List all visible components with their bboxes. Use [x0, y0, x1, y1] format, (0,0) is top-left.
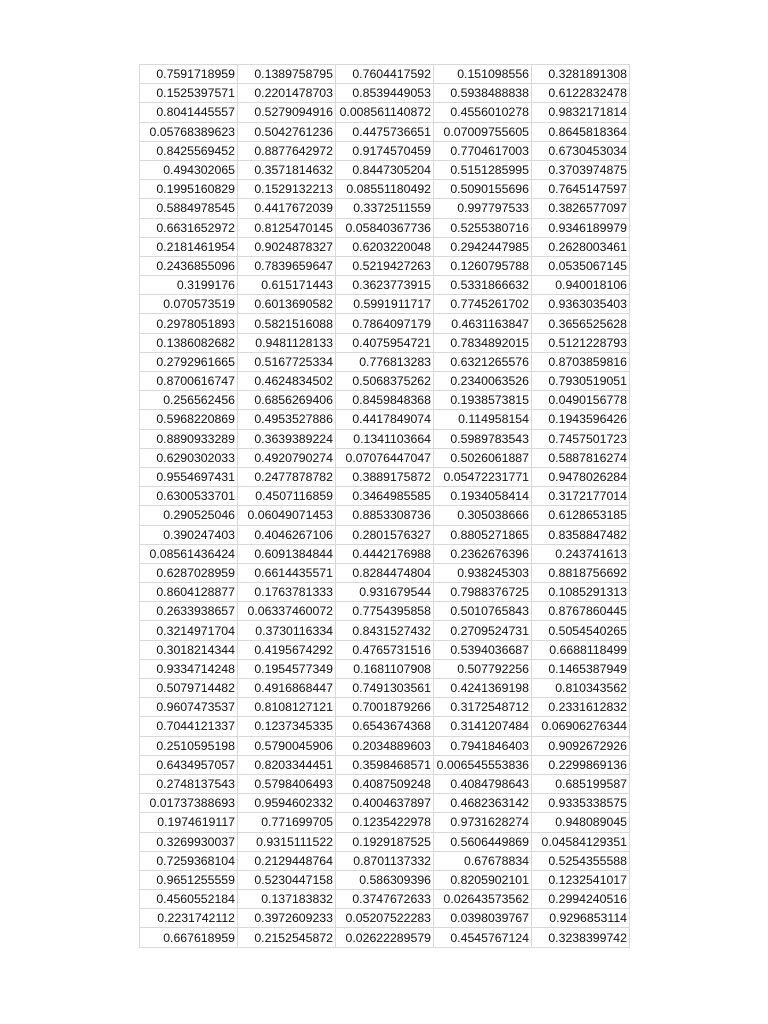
table-row	[140, 410, 630, 429]
table-cell[interactable]: 0.3199176	[140, 276, 238, 295]
table-cell[interactable]: 0.7491303561	[336, 679, 434, 698]
table-cell[interactable]: 0.8108127121	[238, 698, 336, 717]
table-row	[140, 659, 630, 678]
table-cell[interactable]: 0.8425569452	[140, 141, 238, 160]
table-row	[140, 525, 630, 544]
table-row	[140, 717, 630, 736]
table-cell[interactable]: 0.7044121337	[140, 717, 238, 736]
table-cell[interactable]: 0.776813283	[336, 352, 434, 371]
table-row	[140, 909, 630, 928]
table-row	[140, 199, 630, 218]
table-cell[interactable]: 0.06906276344	[532, 717, 630, 736]
table-cell[interactable]: 0.6856269406	[238, 391, 336, 410]
table-cell[interactable]: 0.1386082682	[140, 333, 238, 352]
table-row	[140, 755, 630, 774]
table-cell[interactable]: 0.114958154	[434, 410, 532, 429]
table-cell[interactable]: 0.2129448764	[238, 851, 336, 870]
table-row	[140, 794, 630, 813]
table-cell[interactable]: 0.02622289579	[336, 928, 434, 947]
table-cell[interactable]: 0.5230447158	[238, 870, 336, 889]
table-cell[interactable]: 0.3214971704	[140, 621, 238, 640]
table-cell[interactable]: 0.0490156778	[532, 391, 630, 410]
table-row	[140, 851, 630, 870]
number-table	[139, 64, 630, 948]
table-cell[interactable]: 0.5255380716	[434, 218, 532, 237]
table-cell[interactable]: 0.5068375262	[336, 372, 434, 391]
table-cell[interactable]: 0.8853308736	[336, 506, 434, 525]
table-cell[interactable]: 0.9296853114	[532, 909, 630, 928]
table-cell[interactable]: 0.5010765843	[434, 602, 532, 621]
table-cell[interactable]: 0.3598468571	[336, 755, 434, 774]
table-row	[140, 391, 630, 410]
table-cell[interactable]: 0.5219427263	[336, 256, 434, 275]
table-cell[interactable]: 0.667618959	[140, 928, 238, 947]
table-row	[140, 774, 630, 793]
table-cell[interactable]: 0.1232541017	[532, 870, 630, 889]
table-cell[interactable]: 0.2034889603	[336, 736, 434, 755]
table-cell[interactable]: 0.615171443	[238, 276, 336, 295]
table-cell[interactable]: 0.4953527886	[238, 410, 336, 429]
table-row	[140, 583, 630, 602]
table-cell[interactable]: 0.938245303	[434, 563, 532, 582]
table-cell[interactable]: 0.1235422978	[336, 813, 434, 832]
table-cell[interactable]: 0.5042761236	[238, 122, 336, 141]
table-cell[interactable]: 0.4442176988	[336, 544, 434, 563]
table-cell[interactable]: 0.5054540265	[532, 621, 630, 640]
table-cell[interactable]: 0.9554697431	[140, 467, 238, 486]
table-cell[interactable]: 0.3172177014	[532, 487, 630, 506]
table-row	[140, 870, 630, 889]
table-row	[140, 602, 630, 621]
table-cell[interactable]: 0.04584129351	[532, 832, 630, 851]
table-cell[interactable]: 0.2181461954	[140, 237, 238, 256]
table-cell[interactable]: 0.070573519	[140, 295, 238, 314]
table-cell[interactable]: 0.4046267106	[238, 525, 336, 544]
table-cell[interactable]: 0.6122832478	[532, 84, 630, 103]
table-row	[140, 429, 630, 448]
table-cell[interactable]: 0.07076447047	[336, 448, 434, 467]
table-row	[140, 890, 630, 909]
table-row	[140, 698, 630, 717]
table-cell[interactable]: 0.05768389623	[140, 122, 238, 141]
table-cell[interactable]: 0.8203344451	[238, 755, 336, 774]
table-cell[interactable]: 0.4916868447	[238, 679, 336, 698]
table-cell[interactable]: 0.7645147597	[532, 180, 630, 199]
table-cell[interactable]: 0.771699705	[238, 813, 336, 832]
table-cell[interactable]: 0.5821516088	[238, 314, 336, 333]
table-cell[interactable]: 0.5279094916	[238, 103, 336, 122]
table-cell[interactable]: 0.1763781333	[238, 583, 336, 602]
table-cell[interactable]: 0.810343562	[532, 679, 630, 698]
table-cell[interactable]: 0.7745261702	[434, 295, 532, 314]
table-cell[interactable]: 0.1465387949	[532, 659, 630, 678]
table-cell[interactable]: 0.6300533701	[140, 487, 238, 506]
table-cell[interactable]: 0.8205902101	[434, 870, 532, 889]
table-cell[interactable]: 0.4195674292	[238, 640, 336, 659]
table-cell[interactable]: 0.2942447985	[434, 237, 532, 256]
table-row	[140, 218, 630, 237]
table-cell[interactable]: 0.3639389224	[238, 429, 336, 448]
table-cell[interactable]: 0.4556010278	[434, 103, 532, 122]
table-cell[interactable]: 0.05840367736	[336, 218, 434, 237]
table-cell[interactable]: 0.3972609233	[238, 909, 336, 928]
table-cell[interactable]: 0.390247403	[140, 525, 238, 544]
table-cell[interactable]: 0.7941846403	[434, 736, 532, 755]
table-row	[140, 563, 630, 582]
table-cell[interactable]: 0.7259368104	[140, 851, 238, 870]
table-cell[interactable]: 0.9607473537	[140, 698, 238, 717]
table-cell[interactable]: 0.2340063526	[434, 372, 532, 391]
table-cell[interactable]: 0.2331612832	[532, 698, 630, 717]
table-cell[interactable]: 0.586309396	[336, 870, 434, 889]
table-cell[interactable]: 0.3018214344	[140, 640, 238, 659]
table-cell[interactable]: 0.6631652972	[140, 218, 238, 237]
table-cell[interactable]: 0.8539449053	[336, 84, 434, 103]
table-row	[140, 813, 630, 832]
table-row	[140, 276, 630, 295]
table-cell[interactable]: 0.1934058414	[434, 487, 532, 506]
table-cell[interactable]: 0.2201478703	[238, 84, 336, 103]
table-cell[interactable]: 0.3281891308	[532, 65, 630, 84]
table-cell[interactable]: 0.1943596426	[532, 410, 630, 429]
table-cell[interactable]: 0.6013690582	[238, 295, 336, 314]
table-cell[interactable]: 0.5090155696	[434, 180, 532, 199]
table-row	[140, 448, 630, 467]
table-cell[interactable]: 0.7001879266	[336, 698, 434, 717]
table-row	[140, 314, 630, 333]
table-cell[interactable]: 0.3656525628	[532, 314, 630, 333]
table-cell[interactable]: 0.4545767124	[434, 928, 532, 947]
table-row	[140, 467, 630, 486]
table-row	[140, 180, 630, 199]
table-cell[interactable]: 0.4084798643	[434, 774, 532, 793]
table-cell[interactable]: 0.9092672926	[532, 736, 630, 755]
table-cell[interactable]: 0.5989783543	[434, 429, 532, 448]
table-cell[interactable]: 0.4087509248	[336, 774, 434, 793]
table-cell[interactable]: 0.4560552184	[140, 890, 238, 909]
table-cell[interactable]: 0.5790045906	[238, 736, 336, 755]
table-cell[interactable]: 0.8805271865	[434, 525, 532, 544]
table-cell[interactable]: 0.5887816274	[532, 448, 630, 467]
table-cell[interactable]: 0.997797533	[434, 199, 532, 218]
table-cell[interactable]: 0.3730116334	[238, 621, 336, 640]
table-cell[interactable]: 0.5991911717	[336, 295, 434, 314]
table-row	[140, 141, 630, 160]
table-cell[interactable]: 0.5167725334	[238, 352, 336, 371]
table-cell[interactable]: 0.5151285995	[434, 160, 532, 179]
table-cell[interactable]: 0.6290302033	[140, 448, 238, 467]
table-cell[interactable]: 0.05207522283	[336, 909, 434, 928]
table-cell[interactable]: 0.08551180492	[336, 180, 434, 199]
table-cell[interactable]: 0.3238399742	[532, 928, 630, 947]
table-cell[interactable]: 0.931679544	[336, 583, 434, 602]
table-cell[interactable]: 0.2299869136	[532, 755, 630, 774]
table-cell[interactable]: 0.4075954721	[336, 333, 434, 352]
table-cell[interactable]: 0.7834892015	[434, 333, 532, 352]
table-cell[interactable]: 0.3172548712	[434, 698, 532, 717]
table-cell[interactable]: 0.2994240516	[532, 890, 630, 909]
table-row	[140, 84, 630, 103]
table-cell[interactable]: 0.8700616747	[140, 372, 238, 391]
table-cell[interactable]: 0.4004637897	[336, 794, 434, 813]
table-cell[interactable]: 0.06049071453	[238, 506, 336, 525]
table-cell[interactable]: 0.9363035403	[532, 295, 630, 314]
table-cell[interactable]: 0.6321265576	[434, 352, 532, 371]
table-cell[interactable]: 0.5026061887	[434, 448, 532, 467]
table-cell[interactable]: 0.8767860445	[532, 602, 630, 621]
table-cell[interactable]: 0.1260795788	[434, 256, 532, 275]
table-row	[140, 160, 630, 179]
table-cell[interactable]: 0.6543674368	[336, 717, 434, 736]
table-cell[interactable]: 0.7930519051	[532, 372, 630, 391]
table-cell[interactable]: 0.1995160829	[140, 180, 238, 199]
table-cell[interactable]: 0.3889175872	[336, 467, 434, 486]
table-cell[interactable]: 0.3372511559	[336, 199, 434, 218]
table-cell[interactable]: 0.9335338575	[532, 794, 630, 813]
table-cell[interactable]: 0.9315111522	[238, 832, 336, 851]
table-cell[interactable]: 0.4624834502	[238, 372, 336, 391]
table-cell[interactable]: 0.1341103664	[336, 429, 434, 448]
table-cell[interactable]: 0.6128653185	[532, 506, 630, 525]
table-cell[interactable]: 0.0398039767	[434, 909, 532, 928]
table-row	[140, 65, 630, 84]
table-cell[interactable]: 0.02643573562	[434, 890, 532, 909]
table-cell[interactable]: 0.8703859816	[532, 352, 630, 371]
table-cell[interactable]: 0.6434957057	[140, 755, 238, 774]
table-cell[interactable]: 0.9174570459	[336, 141, 434, 160]
table-cell[interactable]: 0.9594602332	[238, 794, 336, 813]
table-cell[interactable]: 0.137183832	[238, 890, 336, 909]
table-cell[interactable]: 0.9346189979	[532, 218, 630, 237]
table-row	[140, 544, 630, 563]
table-cell[interactable]: 0.243741613	[532, 544, 630, 563]
table-cell[interactable]: 0.7754395858	[336, 602, 434, 621]
table-cell[interactable]: 0.8890933289	[140, 429, 238, 448]
table-cell[interactable]: 0.2628003461	[532, 237, 630, 256]
table-row	[140, 256, 630, 275]
table-cell[interactable]: 0.6688118499	[532, 640, 630, 659]
table-cell[interactable]: 0.2510595198	[140, 736, 238, 755]
table-cell[interactable]: 0.9731628274	[434, 813, 532, 832]
table-cell[interactable]: 0.6287028959	[140, 563, 238, 582]
table-cell[interactable]: 0.1389758795	[238, 65, 336, 84]
table-cell[interactable]: 0.5968220869	[140, 410, 238, 429]
table-cell[interactable]: 0.2801576327	[336, 525, 434, 544]
table-row	[140, 333, 630, 352]
table-cell[interactable]: 0.948089045	[532, 813, 630, 832]
table-cell[interactable]: 0.151098556	[434, 65, 532, 84]
table-row	[140, 679, 630, 698]
table-cell[interactable]: 0.1085291313	[532, 583, 630, 602]
table-cell[interactable]: 0.507792256	[434, 659, 532, 678]
table-row	[140, 103, 630, 122]
table-body	[140, 65, 630, 948]
table-cell[interactable]: 0.1237345335	[238, 717, 336, 736]
table-row	[140, 122, 630, 141]
table-row	[140, 506, 630, 525]
table-cell[interactable]: 0.5331866632	[434, 276, 532, 295]
table-cell[interactable]: 0.1974619117	[140, 813, 238, 832]
table-cell[interactable]: 0.008561140872	[336, 103, 434, 122]
table-cell[interactable]: 0.2709524731	[434, 621, 532, 640]
table-cell[interactable]: 0.5254355588	[532, 851, 630, 870]
table-cell[interactable]: 0.7988376725	[434, 583, 532, 602]
table-cell[interactable]: 0.7457501723	[532, 429, 630, 448]
table-cell[interactable]: 0.7604417592	[336, 65, 434, 84]
table-cell[interactable]: 0.8701137332	[336, 851, 434, 870]
table-cell[interactable]: 0.9832171814	[532, 103, 630, 122]
table-cell[interactable]: 0.8877642972	[238, 141, 336, 160]
table-cell[interactable]: 0.5394036687	[434, 640, 532, 659]
table-row	[140, 640, 630, 659]
table-cell[interactable]: 0.1954577349	[238, 659, 336, 678]
table-cell[interactable]: 0.5606449869	[434, 832, 532, 851]
table-cell[interactable]: 0.4920790274	[238, 448, 336, 467]
table-cell[interactable]: 0.5121228793	[532, 333, 630, 352]
table-cell[interactable]: 0.1929187525	[336, 832, 434, 851]
table-cell[interactable]: 0.940018106	[532, 276, 630, 295]
table-cell[interactable]: 0.6091384844	[238, 544, 336, 563]
table-cell[interactable]: 0.3623773915	[336, 276, 434, 295]
table-cell[interactable]: 0.256562456	[140, 391, 238, 410]
table-cell[interactable]: 0.8041445557	[140, 103, 238, 122]
table-cell[interactable]: 0.5079714482	[140, 679, 238, 698]
table-cell[interactable]: 0.8645818364	[532, 122, 630, 141]
table-cell[interactable]: 0.9478026284	[532, 467, 630, 486]
table-cell[interactable]: 0.006545553836	[434, 755, 532, 774]
table-cell[interactable]: 0.9481128133	[238, 333, 336, 352]
table-cell[interactable]: 0.4682363142	[434, 794, 532, 813]
table-cell[interactable]: 0.2362676396	[434, 544, 532, 563]
table-cell[interactable]: 0.3747672633	[336, 890, 434, 909]
table-cell[interactable]: 0.8447305204	[336, 160, 434, 179]
table-cell[interactable]: 0.1681107908	[336, 659, 434, 678]
table-cell[interactable]: 0.05472231771	[434, 467, 532, 486]
table-cell[interactable]: 0.7704617003	[434, 141, 532, 160]
table-cell[interactable]: 0.3703974875	[532, 160, 630, 179]
table-cell[interactable]: 0.08561436424	[140, 544, 238, 563]
table-cell[interactable]: 0.305038666	[434, 506, 532, 525]
table-row	[140, 928, 630, 947]
table-cell[interactable]: 0.3571814632	[238, 160, 336, 179]
table-cell[interactable]: 0.0535067145	[532, 256, 630, 275]
table-row	[140, 372, 630, 391]
table-cell[interactable]: 0.5798406493	[238, 774, 336, 793]
table-cell[interactable]: 0.685199587	[532, 774, 630, 793]
table-row	[140, 736, 630, 755]
table-cell[interactable]: 0.3141207484	[434, 717, 532, 736]
table-cell[interactable]: 0.8358847482	[532, 525, 630, 544]
table-cell[interactable]: 0.7591718959	[140, 65, 238, 84]
table-cell[interactable]: 0.2231742112	[140, 909, 238, 928]
table-cell[interactable]: 0.1938573815	[434, 391, 532, 410]
table-cell[interactable]: 0.494302065	[140, 160, 238, 179]
table-cell[interactable]: 0.8125470145	[238, 218, 336, 237]
table-cell[interactable]: 0.4417849074	[336, 410, 434, 429]
table-cell[interactable]: 0.9024878327	[238, 237, 336, 256]
table-cell[interactable]: 0.3269930037	[140, 832, 238, 851]
table-cell[interactable]: 0.2792961665	[140, 352, 238, 371]
table-row	[140, 237, 630, 256]
table-cell[interactable]: 0.3826577097	[532, 199, 630, 218]
table-cell[interactable]: 0.7864097179	[336, 314, 434, 333]
table-cell[interactable]: 0.4241369198	[434, 679, 532, 698]
table-cell[interactable]: 0.8604128877	[140, 583, 238, 602]
table-cell[interactable]: 0.2436855096	[140, 256, 238, 275]
table-cell[interactable]: 0.2978051893	[140, 314, 238, 333]
table-cell[interactable]: 0.2633938657	[140, 602, 238, 621]
table-cell[interactable]: 0.1529132213	[238, 180, 336, 199]
table-cell[interactable]: 0.4765731516	[336, 640, 434, 659]
table-cell[interactable]: 0.6614435571	[238, 563, 336, 582]
table-cell[interactable]: 0.1525397571	[140, 84, 238, 103]
table-cell[interactable]: 0.6730453034	[532, 141, 630, 160]
table-cell[interactable]: 0.9651255559	[140, 870, 238, 889]
table-cell[interactable]: 0.2477878782	[238, 467, 336, 486]
table-cell[interactable]: 0.8818756692	[532, 563, 630, 582]
table-cell[interactable]: 0.2748137543	[140, 774, 238, 793]
table-cell[interactable]: 0.3464985585	[336, 487, 434, 506]
table-cell[interactable]: 0.5884978545	[140, 199, 238, 218]
table-row	[140, 621, 630, 640]
table-row	[140, 352, 630, 371]
table-cell[interactable]: 0.07009755605	[434, 122, 532, 141]
table-cell[interactable]: 0.6203220048	[336, 237, 434, 256]
table-cell[interactable]: 0.8459848368	[336, 391, 434, 410]
table-cell[interactable]: 0.01737388693	[140, 794, 238, 813]
table-cell[interactable]: 0.5938488838	[434, 84, 532, 103]
table-cell[interactable]: 0.67678834	[434, 851, 532, 870]
table-cell[interactable]: 0.2152545872	[238, 928, 336, 947]
table-cell[interactable]: 0.8431527432	[336, 621, 434, 640]
table-cell[interactable]: 0.4507116859	[238, 487, 336, 506]
table-row	[140, 295, 630, 314]
table-cell[interactable]: 0.4631163847	[434, 314, 532, 333]
table-cell[interactable]: 0.06337460072	[238, 602, 336, 621]
table-cell[interactable]: 0.8284474804	[336, 563, 434, 582]
table-cell[interactable]: 0.4475736651	[336, 122, 434, 141]
table-row	[140, 487, 630, 506]
table-cell[interactable]: 0.9334714248	[140, 659, 238, 678]
table-cell[interactable]: 0.7839659647	[238, 256, 336, 275]
table-cell[interactable]: 0.290525046	[140, 506, 238, 525]
table-row	[140, 832, 630, 851]
table-cell[interactable]: 0.4417672039	[238, 199, 336, 218]
